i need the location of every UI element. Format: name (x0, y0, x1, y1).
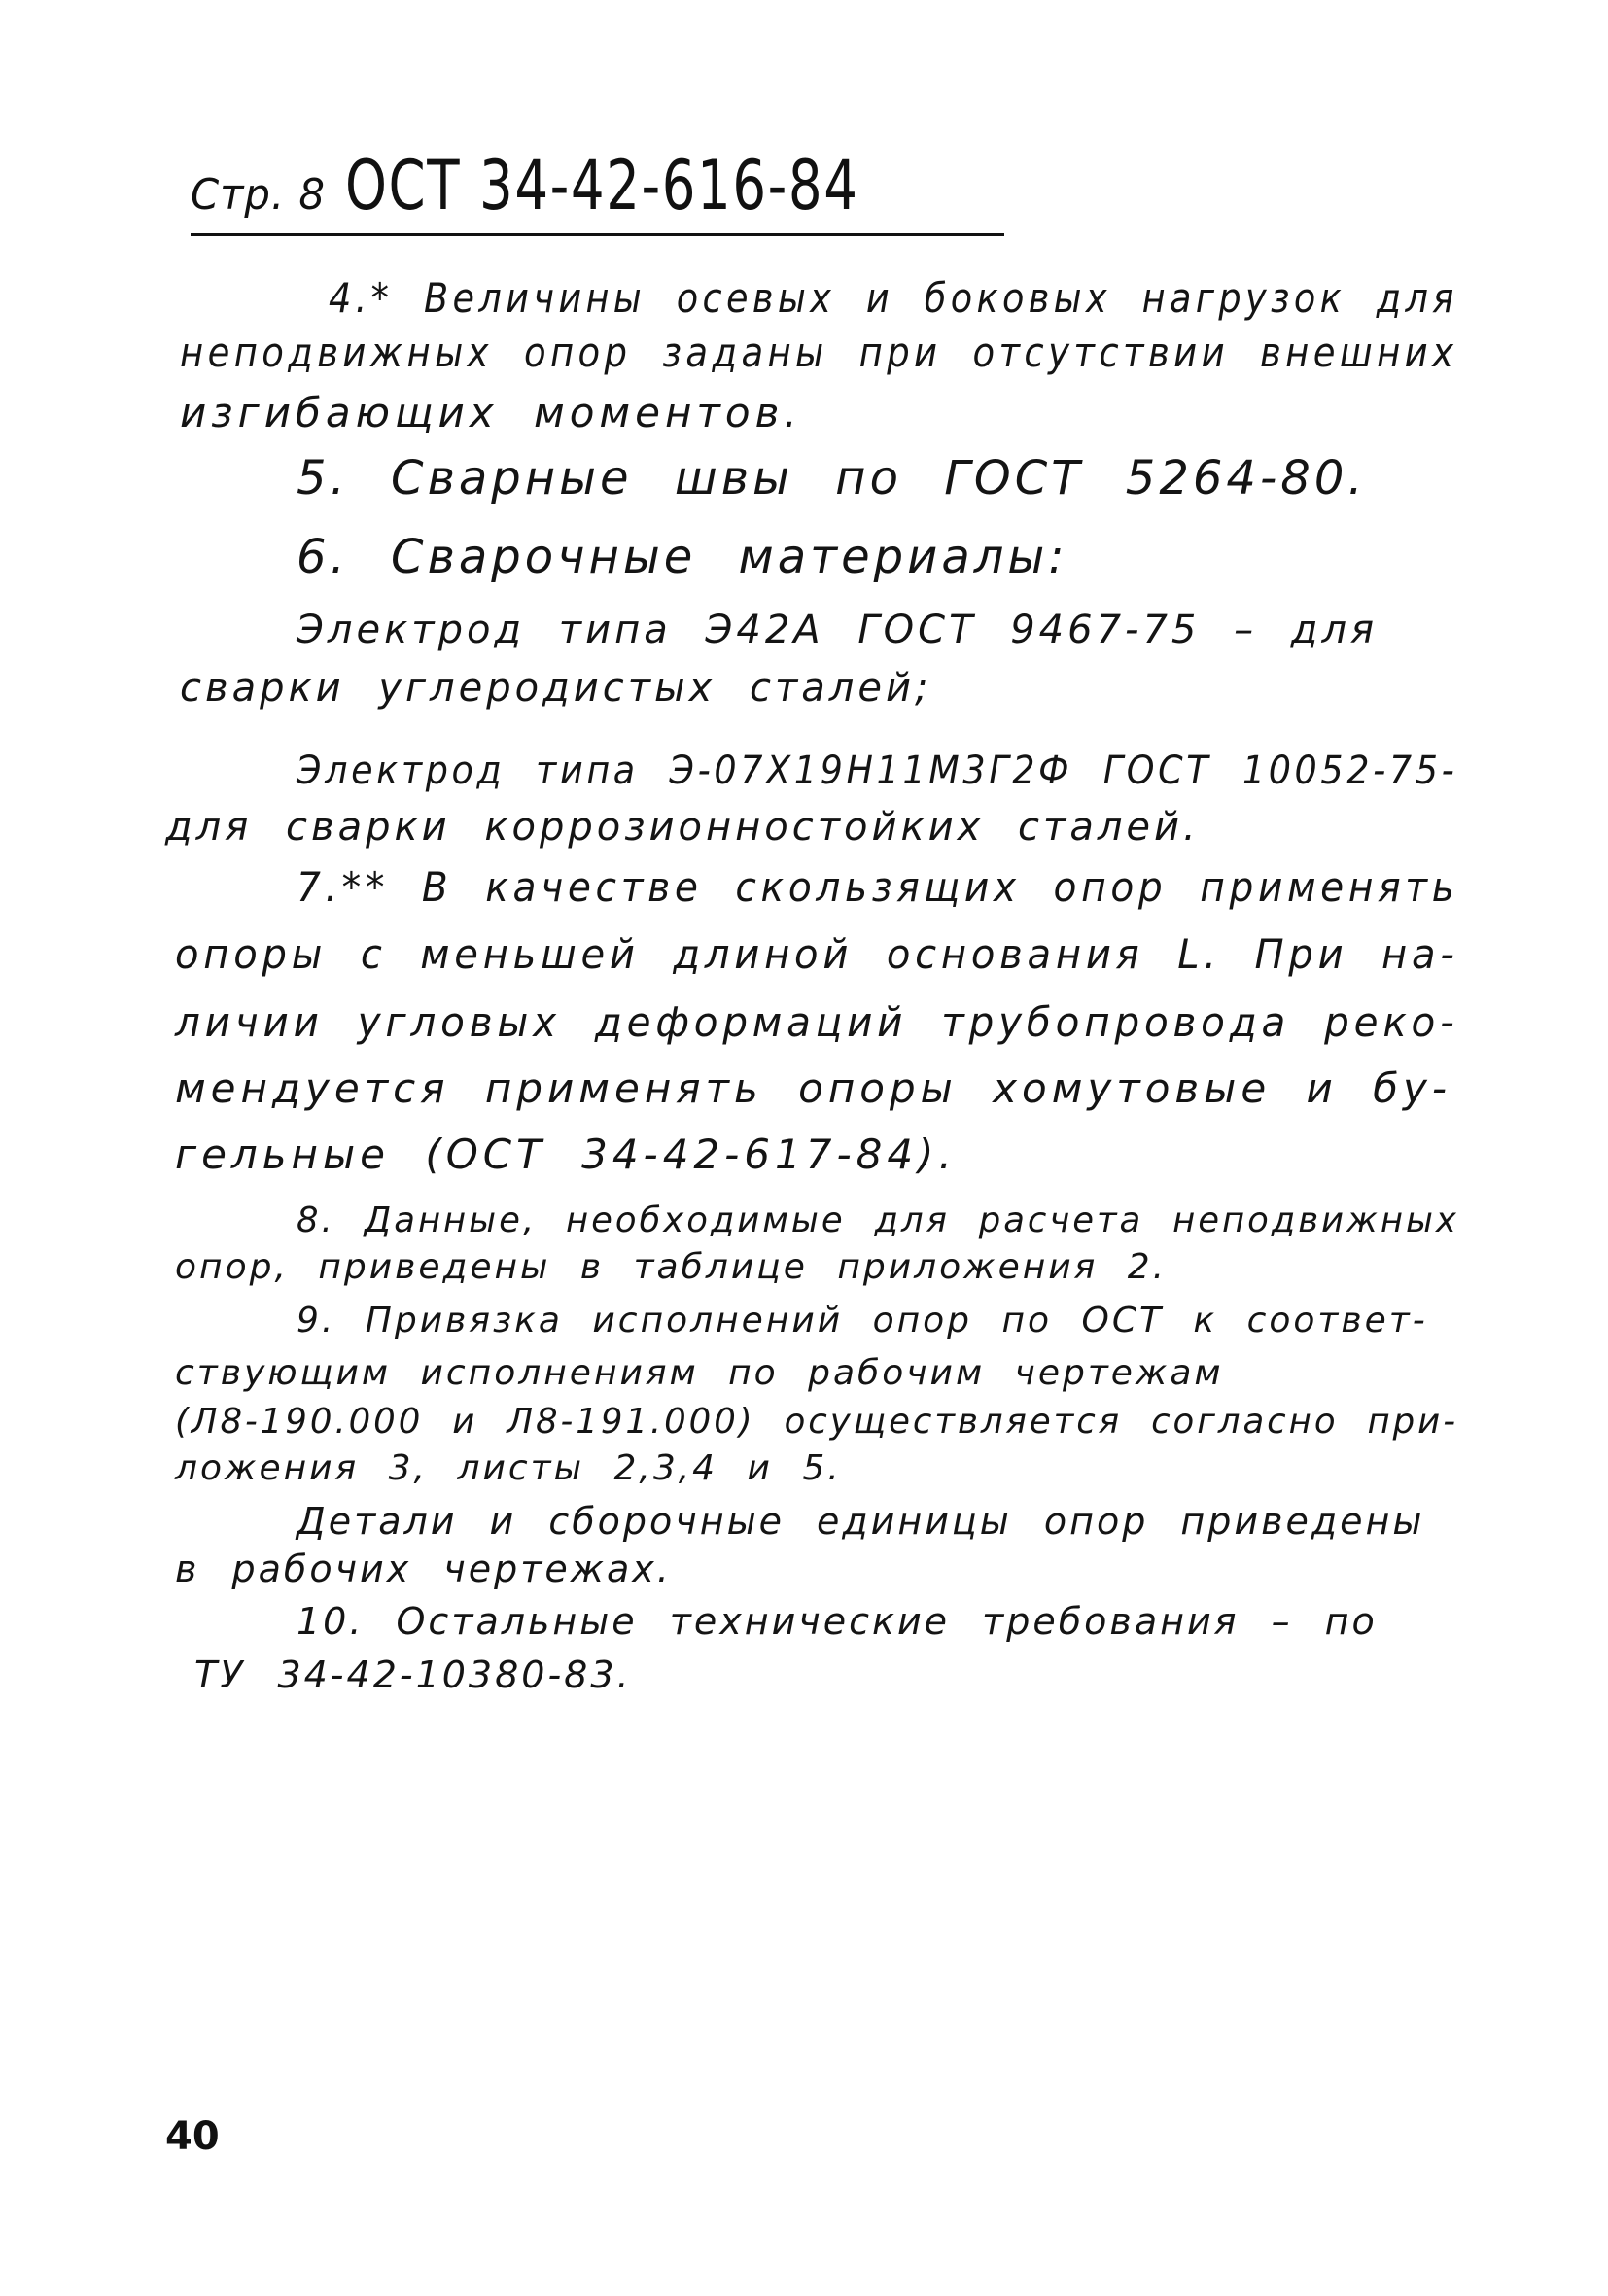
text-line: для сварки коррозионностойких сталей. (165, 805, 1200, 850)
text-line: гельные (ОСТ 34-42-617-84). (175, 1131, 957, 1178)
text-line: 4.* Величины осевых и боковых нагрузок для (329, 274, 1458, 322)
text-line: изгибающих моментов. (180, 389, 802, 436)
text-line: Детали и сборочные единицы опор приведены (297, 1500, 1425, 1543)
text-line: опор, приведены в таблице приложения 2. (175, 1247, 1168, 1287)
text-line: личии угловых деформаций трубопровода реко- (175, 998, 1459, 1046)
page-header (191, 146, 1004, 236)
text-line: ствующим исполнениям по рабочим чертежам (175, 1353, 1224, 1393)
text-line: 6. Сварочные материалы: (297, 530, 1068, 584)
text-line: 10. Остальные технические требования – по (297, 1600, 1378, 1643)
text-line: 7.** В качестве скользящих опор применять (297, 863, 1459, 911)
text-line: сварки углеродистых сталей; (180, 666, 932, 711)
text-line: мендуется применять опоры хомутовые и бу- (175, 1064, 1452, 1112)
text-line: 5. Сварные швы по ГОСТ 5264-80. (297, 451, 1367, 505)
text-line: неподвижных опор заданы при отсутствии внешних (180, 329, 1458, 376)
text-line: ТУ 34-42-10380-83. (194, 1653, 632, 1696)
text-line: опоры с меньшей длиной основания L. При на- (175, 930, 1459, 978)
document-code: ОСТ 34-42-616-84 (345, 146, 859, 226)
text-line: 8. Данные, необходимые для расчета неподвижных (297, 1200, 1459, 1240)
page-number: 40 (165, 2114, 220, 2159)
text-line: Электрод типа Э-07Х19Н11М3Г2Ф ГОСТ 10052-75- (297, 748, 1458, 793)
text-line: (Л8-190.000 и Л8-191.000) осуществляется согласно при- (175, 1402, 1458, 1442)
text-line: 9. Привязка исполнений опор по ОСТ к соответ- (297, 1301, 1428, 1340)
text-line: Электрод типа Э42А ГОСТ 9467-75 – для (297, 608, 1379, 652)
text-line: ложения 3, листы 2,3,4 и 5. (175, 1448, 842, 1488)
text-line: в рабочих чертежах. (175, 1548, 672, 1590)
page-label: Стр. 8 (191, 170, 326, 220)
